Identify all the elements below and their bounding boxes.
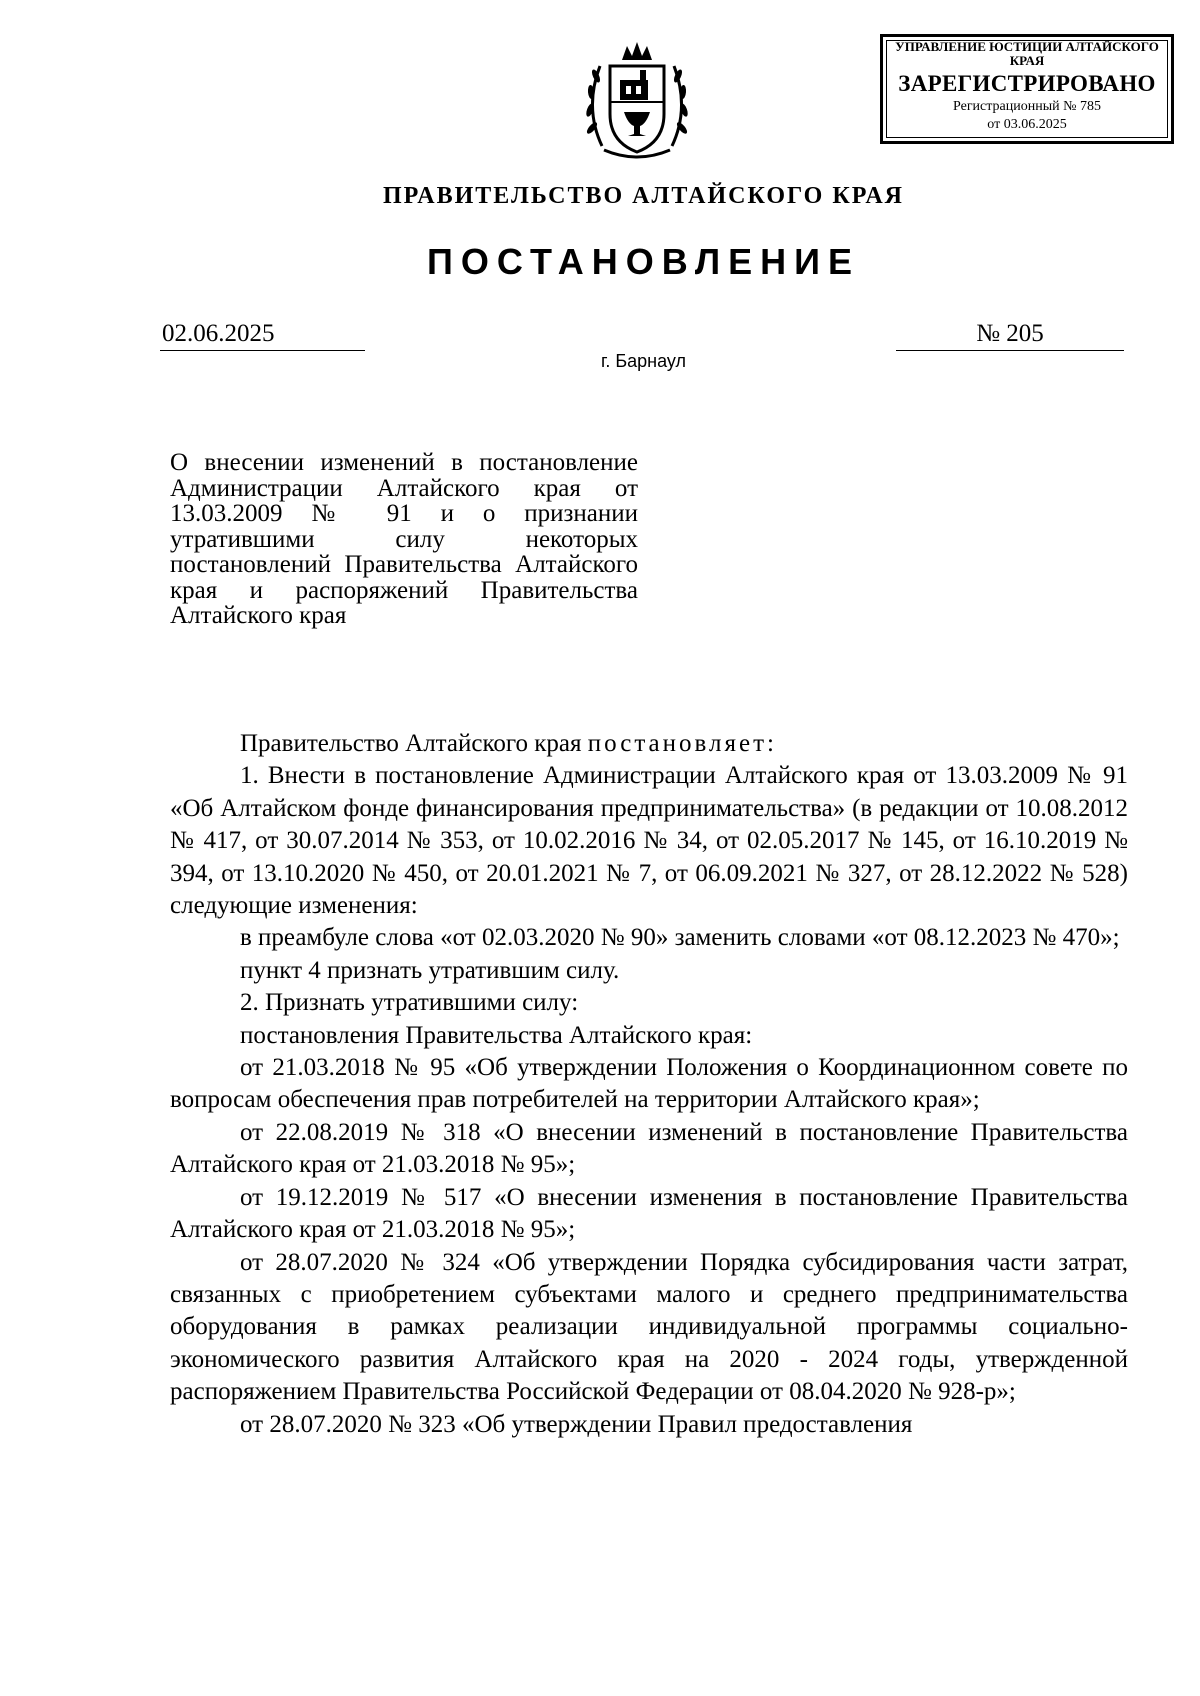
decree-subject: О внесении изменений в постановление Администрации Алтайского края от 13.03.2009 № 91 и о признании утратившими силу некоторых постановлений Правительства Алтайского края и распоряжений Правительства Алтайского края xyxy=(170,449,638,629)
body-paragraph: от 28.07.2020 № 324 «Об утверждении Порядка субсидирования части затрат, связанных с приобретением субъектами малого и среднего предпринимательства оборудования в рамках реализации индивидуальной программы социально-экономического развития Алтайского края на 2020 - 2024 годы, утвержденной распоряжением Правительства Российской Федерации от 08.04.2020 № 928-р»; xyxy=(170,1248,1128,1406)
decree-body xyxy=(170,728,1128,1441)
stamp-status: ЗАРЕГИСТРИРОВАНО xyxy=(898,71,1156,96)
government-title: ПРАВИТЕЛЬСТВО АЛТАЙСКОГО КРАЯ xyxy=(383,183,904,209)
intro-paragraph xyxy=(170,728,1128,760)
stamp-registration-number: Регистрационный № 785 xyxy=(953,99,1101,114)
registration-stamp xyxy=(880,34,1174,144)
body-paragraph: от 28.07.2020 № 323 «Об утверждении Правил предоставления xyxy=(240,1410,913,1438)
stamp-organization: УПРАВЛЕНИЕ ЮСТИЦИИ АЛТАЙСКОГО КРАЯ xyxy=(895,39,1159,68)
body-paragraph: постановления Правительства Алтайского края: xyxy=(240,1021,753,1049)
body-paragraph: от 19.12.2019 № 517 «О внесении изменения в постановление Правительства Алтайского края от 21.03.2018 № 95»; xyxy=(170,1183,1128,1244)
body-paragraph: от 21.03.2018 № 95 «Об утверждении Положения о Координационном совете по вопросам обеспечения прав потребителей на территории Алтайского края»; xyxy=(170,1054,1128,1114)
altai-krai-coat-of-arms-icon xyxy=(582,38,692,164)
body-paragraph: пункт 4 признать утратившим силу. xyxy=(240,956,620,984)
body-paragraph: от 22.08.2019 № 318 «О внесении изменений в постановление Правительства Алтайского края от 21.03.2018 № 95»; xyxy=(170,1118,1128,1179)
decree-date: 02.06.2025 xyxy=(160,318,365,351)
document-type-title: ПОСТАНОВЛЕНИЕ xyxy=(427,241,860,282)
body-paragraph: в преамбуле слова «от 02.03.2020 № 90» заменить словами «от 08.12.2023 № 470»; xyxy=(240,924,1120,952)
intro-lead: Правительство Алтайского края xyxy=(240,730,588,757)
city-name: г. Барнаул xyxy=(600,351,687,371)
decree-number: № 205 xyxy=(896,318,1124,351)
intro-verb: постановляет: xyxy=(587,730,777,757)
body-paragraph: 1. Внести в постановление Администрации Алтайского края от 13.03.2009 № 91 «Об Алтайском фонде финансирования предпринимательства» (в редакции от 10.08.2012 № 417, от 30.07.2014 № 353, от 10.02.2016 № 34, от 02.05.2017 № 145, от 16.10.2019 № 394, от 13.10.2020 № 450, от 20.01.2021 № 7, от 06.09.2021 № 327, от 28.12.2022 № 528) следующие изменения: xyxy=(170,762,1128,920)
body-paragraph: 2. Признать утратившими силу: xyxy=(240,989,579,1017)
stamp-registration-date: от 03.06.2025 xyxy=(987,117,1067,132)
